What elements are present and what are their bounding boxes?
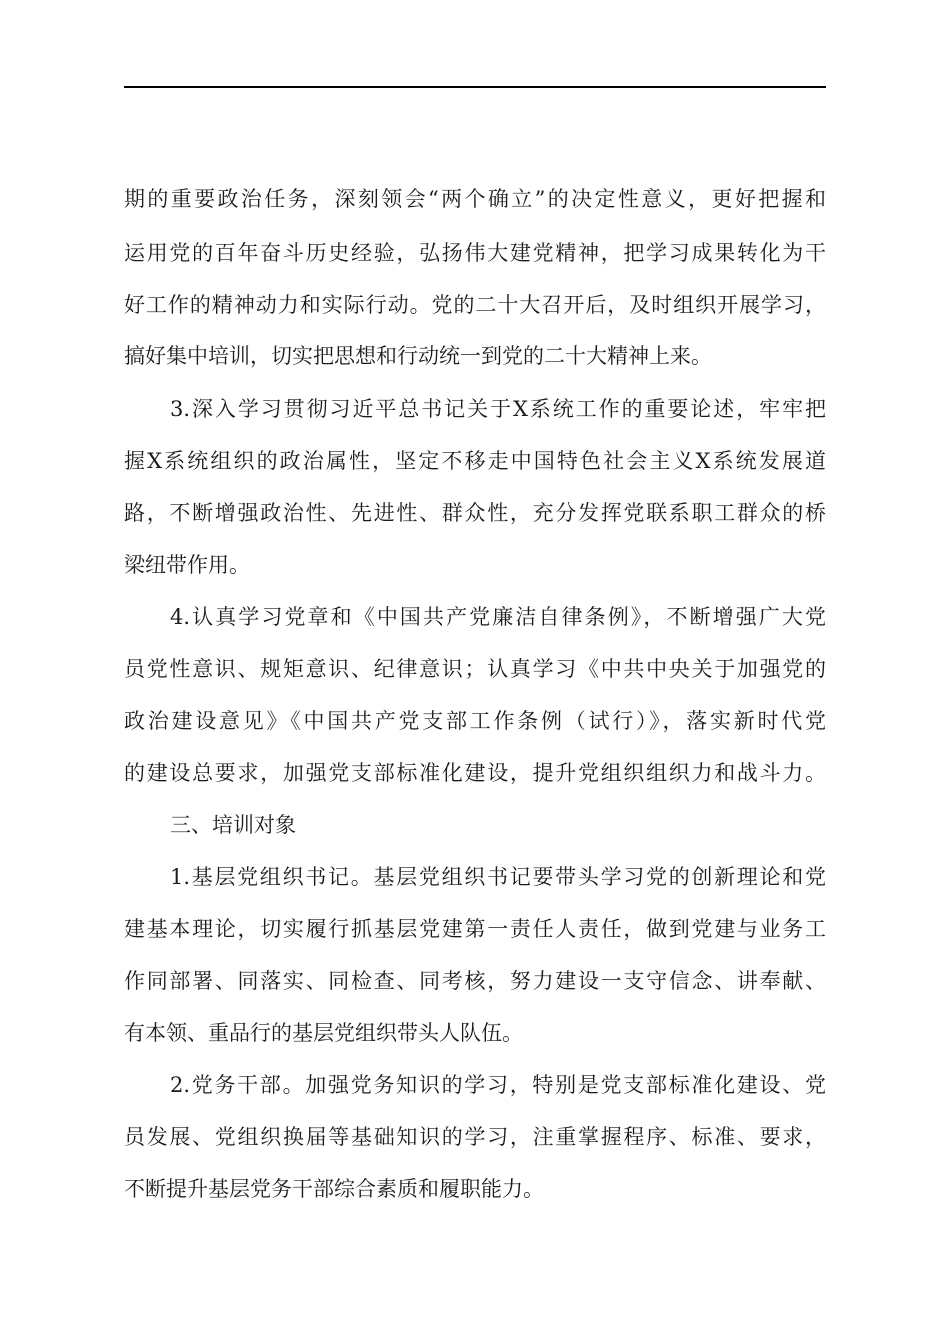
text-line: 建基本理论，切实履行抓基层党建第一责任人责任，做到党建与业务工 [124,917,826,941]
text-line: 路，不断增强政治性、先进性、群众性，充分发挥党联系职工群众的桥 [124,501,826,525]
paragraph-3-start: 3.深入学习贯彻习近平总书记关于X系统工作的重要论述，牢牢把 [170,397,826,421]
text-line: 的建设总要求，加强党支部标准化建设，提升党组织组织力和战斗力。 [124,761,826,785]
text-line: 好工作的精神动力和实际行动。党的二十大召开后，及时组织开展学习， [124,293,826,317]
text-line: 搞好集中培训，切实把思想和行动统一到党的二十大精神上来。 [124,344,712,368]
paragraph-1-start: 1.基层党组织书记。基层党组织书记要带头学习党的创新理论和党 [170,865,826,889]
text-line: 员发展、党组织换届等基础知识的学习，注重掌握程序、标准、要求， [124,1125,826,1149]
paragraph-2-start: 2.党务干部。加强党务知识的学习，特别是党支部标准化建设、党 [170,1073,826,1097]
text-line: 政治建设意见》《中国共产党支部工作条例（试行）》，落实新时代党 [124,709,826,733]
section-heading: 三、培训对象 [170,813,296,837]
text-line: 员党性意识、规矩意识、纪律意识；认真学习《中共中央关于加强党的 [124,657,826,681]
text-line: 作同部署、同落实、同检查、同考核，努力建设一支守信念、讲奉献、 [124,969,826,993]
text-line: 有本领、重品行的基层党组织带头人队伍。 [124,1021,523,1045]
text-line: 梁纽带作用。 [124,553,250,577]
text-line: 运用党的百年奋斗历史经验，弘扬伟大建党精神，把学习成果转化为干 [124,241,826,265]
header-rule [124,86,826,88]
text-line: 握X系统组织的政治属性，坚定不移走中国特色社会主义X系统发展道 [124,449,826,473]
text-line: 不断提升基层党务干部综合素质和履职能力。 [124,1177,544,1201]
text-line: 期的重要政治任务，深刻领会“两个确立”的决定性意义，更好把握和 [124,187,826,211]
paragraph-4-start: 4.认真学习党章和《中国共产党廉洁自律条例》，不断增强广大党 [170,605,826,629]
